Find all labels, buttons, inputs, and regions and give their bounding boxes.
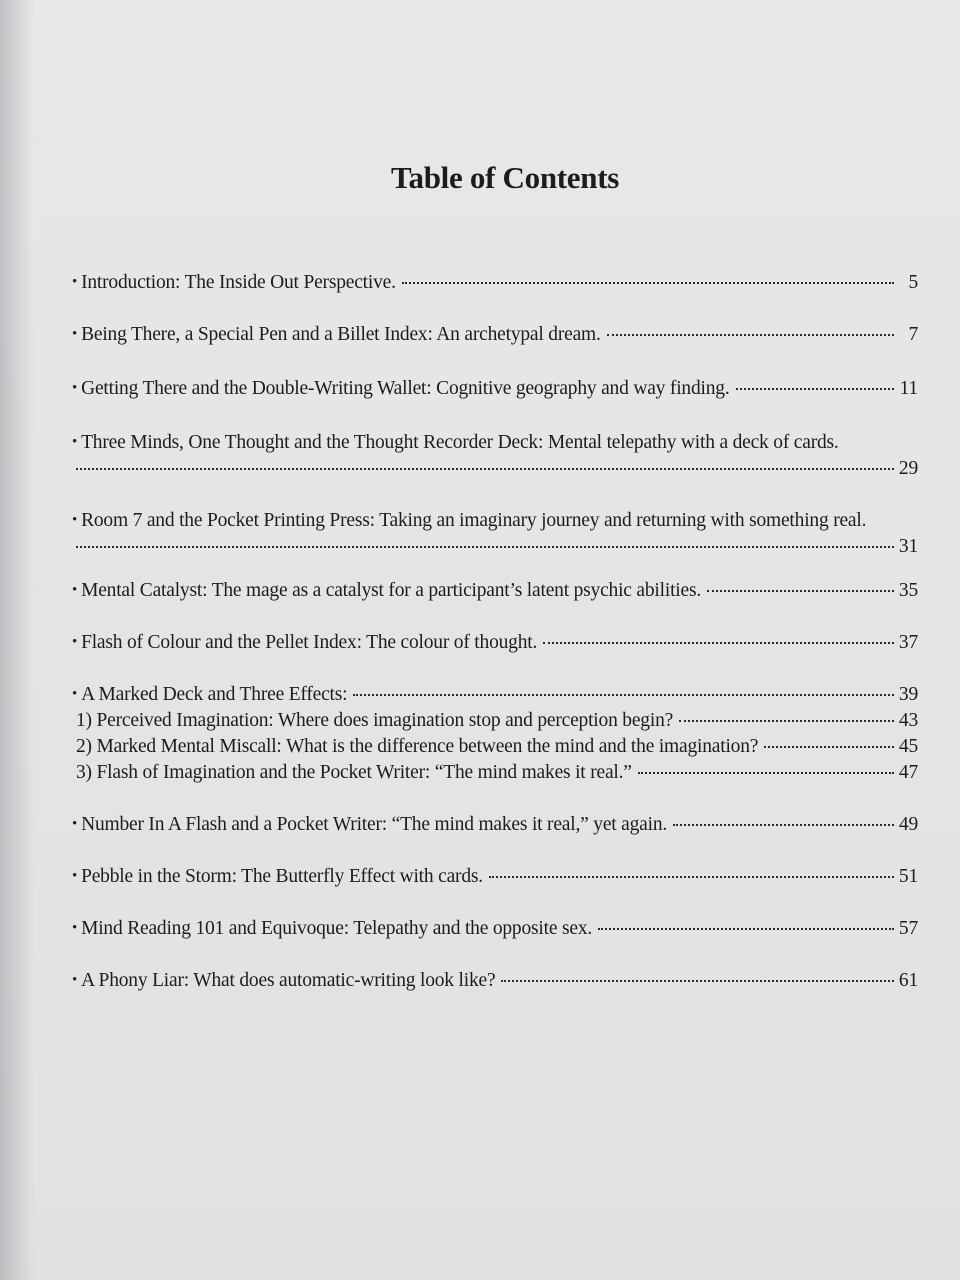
- leader-dots: [607, 334, 894, 336]
- toc-entry: [72, 970, 918, 996]
- toc-page-number: 39: [898, 684, 918, 705]
- toc-entry-text: Mind Reading 101 and Equivoque: Telepathy and the opposite sex.: [81, 918, 593, 939]
- toc-page-number: 37: [898, 632, 918, 653]
- toc-entry: [72, 580, 918, 606]
- bullet-icon: •: [72, 326, 78, 342]
- toc-page-number: 7: [908, 324, 918, 345]
- toc-page-number: 5: [908, 272, 918, 293]
- toc-entry: [72, 272, 918, 298]
- leader-dots: [736, 388, 894, 390]
- bullet-icon: •: [72, 634, 78, 650]
- leader-dots: [638, 772, 894, 774]
- bullet-icon: •: [72, 868, 78, 884]
- toc-entry: [72, 814, 918, 840]
- toc-entry-text: Introduction: The Inside Out Perspective.: [81, 272, 396, 293]
- toc-entry-text: 1) Perceived Imagination: Where does imagination stop and perception begin?: [76, 710, 674, 731]
- toc-entry: [72, 510, 918, 562]
- toc-entry-text: Room 7 and the Pocket Printing Press: Taking an imaginary journey and returning with something real.: [81, 510, 867, 531]
- toc-page-number: 35: [898, 580, 918, 601]
- toc-entry-text: Getting There and the Double-Writing Wallet: Cognitive geography and way finding.: [81, 378, 730, 399]
- bullet-icon: •: [72, 686, 78, 702]
- leader-dots: [402, 282, 894, 284]
- leader-dots: [543, 642, 894, 644]
- toc-entry: [72, 324, 918, 350]
- toc-entry-text: 2) Marked Mental Miscall: What is the difference between the mind and the imagination?: [76, 736, 759, 757]
- toc-subentry: [72, 710, 918, 736]
- bullet-icon: •: [72, 920, 78, 936]
- toc-entry-text: Three Minds, One Thought and the Thought Recorder Deck: Mental telepathy with a deck of cards.: [81, 432, 839, 453]
- toc-entry-text: Being There, a Special Pen and a Billet Index: An archetypal dream.: [81, 324, 601, 345]
- leader-dots: [673, 824, 894, 826]
- page-title: Table of Contents: [390, 160, 619, 195]
- toc-page-number: 45: [898, 736, 918, 757]
- bullet-icon: •: [72, 582, 78, 598]
- toc-entry-text: A Phony Liar: What does automatic-writing look like?: [81, 970, 496, 991]
- toc-page-number: 31: [898, 536, 918, 557]
- toc-entry-text: Number In A Flash and a Pocket Writer: “The mind makes it real,” yet again.: [81, 814, 668, 835]
- toc-entry: [72, 432, 918, 484]
- toc-page-number: 43: [898, 710, 918, 731]
- bullet-icon: •: [72, 512, 78, 528]
- toc-page-number: 29: [898, 458, 918, 479]
- toc-page-number: 57: [898, 918, 918, 939]
- leader-dots: [598, 928, 894, 930]
- toc-subentry: [72, 762, 918, 788]
- toc-entry-text: A Marked Deck and Three Effects:: [81, 684, 348, 705]
- toc-entry: [72, 866, 918, 892]
- toc-page-number: 51: [898, 866, 918, 887]
- leader-dots: [76, 468, 894, 470]
- toc-page-number: 47: [898, 762, 918, 783]
- leader-dots: [76, 546, 894, 548]
- leader-dots: [353, 694, 894, 696]
- leader-dots: [707, 590, 894, 592]
- toc-entry: [72, 918, 918, 944]
- toc-entry-text: 3) Flash of Imagination and the Pocket Writer: “The mind makes it real.”: [76, 762, 632, 783]
- bullet-icon: •: [72, 972, 78, 988]
- toc-page-number: 49: [898, 814, 918, 835]
- bullet-icon: •: [72, 380, 78, 396]
- toc-page-number: 61: [898, 970, 918, 991]
- leader-dots: [764, 746, 894, 748]
- toc-entry-text: Flash of Colour and the Pellet Index: The colour of thought.: [81, 632, 538, 653]
- bullet-icon: •: [72, 816, 78, 832]
- toc-subentry: [72, 736, 918, 762]
- toc-page-number: 11: [899, 378, 918, 399]
- leader-dots: [489, 876, 894, 878]
- toc-entry: [72, 632, 918, 658]
- toc-entry: [72, 684, 918, 710]
- leader-dots: [501, 980, 894, 982]
- bullet-icon: •: [72, 274, 78, 290]
- toc-entry-text: Mental Catalyst: The mage as a catalyst for a participant’s latent psychic abilities.: [81, 580, 702, 601]
- leader-dots: [679, 720, 894, 722]
- bullet-icon: •: [72, 434, 78, 450]
- toc-entry-text: Pebble in the Storm: The Butterfly Effect with cards.: [81, 866, 483, 887]
- toc-entry: [72, 378, 918, 404]
